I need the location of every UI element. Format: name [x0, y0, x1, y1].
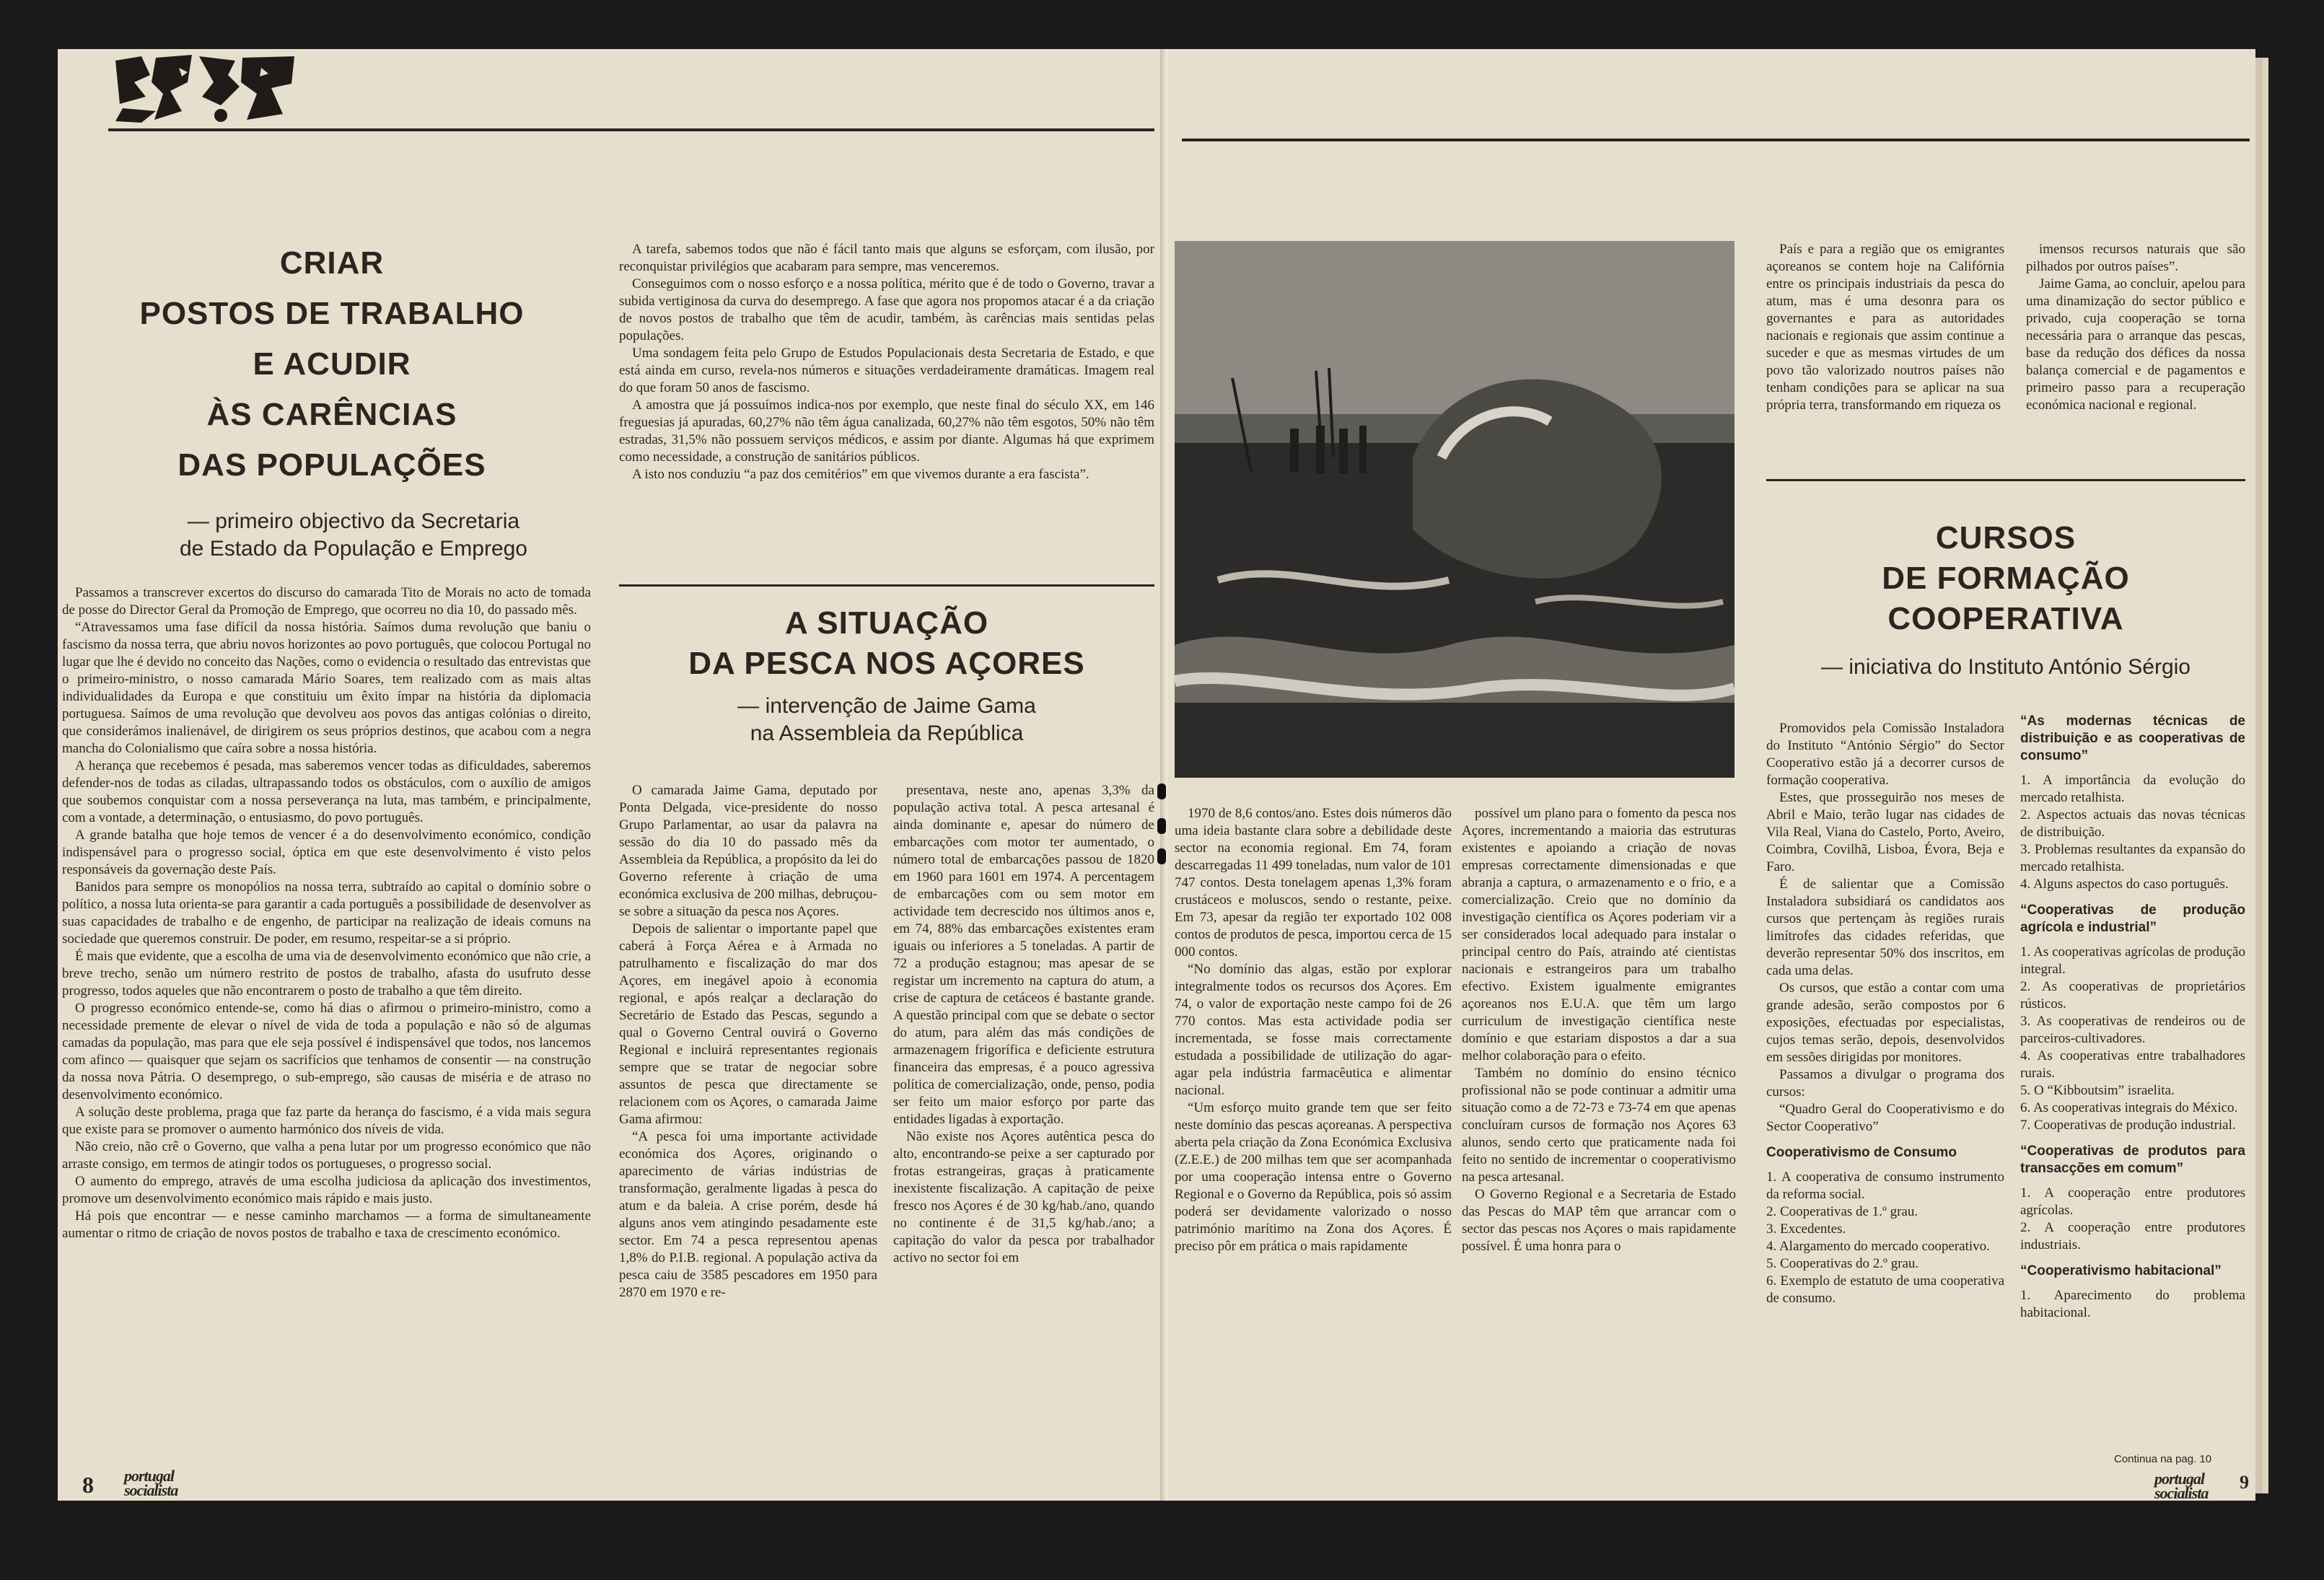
pesca-continuation-column1: 1970 de 8,6 contos/ano. Estes dois números dão uma ideia bastante clara sobre a debilidade deste sector na economia regional. Em 74, foram descarregadas 11 499 toneladas, num valor de 101 747 contos. Desta tonelagem apenas 1,3% foram crustáceos e moluscos, sendo o restante, peixe. Em 73, apesar da região ter exportado 102 008 contos de produtos de pesca, importou cerca de 15 000 contos. “No domínio das algas, estão por explorar integralmente todos os recursos dos Açores. Em 74, o valor de exportação neste campo foi de 26 770 contos. Mas esta actividade podia ser incrementada, se fosse mais correctamente estudada a possibilidade de utilização do agar-agar pela indústria farmacêutica e alimentar nacional. “Um esforço muito grande tem que ser feito neste domínio das pescas açoreanas. A perspectiva aberta pela criação da Zona Económica Exclusiva (Z.E.E.) de 200 milhas tem que ser acompanhada por uma cooperação intensa entre o Governo Regional e o Governo da República, pois só assim poderá ser devidamente valorizado o nosso património marítimo na Zona dos Açores. É preciso pôr em prática o mais rapidamente [1175, 806, 1452, 1254]
cursos-subhead: “Cooperativas de produção agrícola e industrial” [2020, 903, 2245, 935]
cursos-headline: CURSOS DE FORMAÇÃO COOPERATIVA [1882, 520, 2130, 636]
page-number-left: 8 [82, 1472, 94, 1498]
article1-subheadline: — primeiro objectivo da Secretaria de Estado da População e Emprego [179, 509, 527, 561]
cursos-list-consumo: 1. A cooperativa de consumo instrumento da reforma social. 2. Cooperativas de 1.º grau. 3. Excedentes. 4. Alargamento do mercado cooperativo. 5. Cooperativas do 2.º grau. 6. Exemplo de estatuto de uma cooperativa de consumo. [1766, 1169, 2004, 1306]
cursos-column2 [2020, 713, 2245, 1452]
left-page [58, 49, 1169, 1501]
cursos-subhead: “Cooperativismo habitacional” [2020, 1263, 2222, 1278]
pesca-continuation-column2: possível um plano para o fomento da pesca nos Açores, incrementando a maioria das estruturas existentes e apoiando a criação de novas empresas correctamente dimensionadas e que abranja a captura, o armazenamento e o frio, e a comercialização. Creio que no domínio da investigação científica os Açores poderiam vir a ser considerados local adequado para instalar o principal centro do País, atraindo até cientistas nacionais e estrangeiros para um trabalho efectivo. Existem igualmente emigrantes açoreanos nos E.U.A. que têm um largo curriculum de investigação científica neste domínio e que estariam dispostos a dar a sua melhor colaboração para o efeito. Também no domínio do ensino técnico profissional não se pode continuar a admitir uma situação como a de 72-73 e 73-74 em que apenas concluíram cursos de formação nos Açores 63 alunos, sendo certo que praticamente nada foi feito no sentido de incrementar o cooperativismo na pesca artesanal. O Governo Regional e a Secretaria de Estado das Pescas do MAP têm que arrancar com o sector das pescas nos Açores o mais rapidamente possível. É uma honra para o [1462, 806, 1736, 1254]
cursos-subhead-consumo: Cooperativismo de Consumo [1766, 1145, 1957, 1160]
article2-column2: presentava, neste ano, apenas 3,3% da população activa total. A pesca artesanal é ainda dominante e, apesar do número de embarcações com motor ter aumentado, o número total de embarcações passou de 1820 em 1960 para 1601 em 1974. A percentagem de embarcações com ou sem motor em actividade tem decrescido nos últimos anos e, em 74, 88% das embarcações existentes eram iguais ou inferiores a 5 toneladas. A partir de 72 a produção estagnou; mas apesar de se registar um incremento na captura do atum, a crise de captura de cetáceos é bastante grande. A questão principal com que se debate o sector do atum, para além das más condições de armazenagem frigorífica e deficiente estrutura financeira das empresas, é a pouco agressiva política de comercialização, onde, penso, podia ser feito um maior esforço por parte das entidades ligadas à exportação. Não existe nos Açores autêntica pesca do alto, encontrando-se peixe a ser capturado por frotas estrangeiras, graças à praticamente inexistente fiscalização. A capitação de peixe fresco nos Açores é de 30 kg/hab./ano, quando no continente é de 31,5 kg/hab./ano; a capitação do valor da pesca por trabalhador activo no sector foi em [893, 783, 1154, 1265]
page-edge [2255, 58, 2263, 1493]
article1-column2: A tarefa, sabemos todos que não é fácil tanto mais que alguns se esforçam, com ilusão, por reconquistar privilégios que acabaram para sempre, mas venceremos. Conseguimos com o nosso esforço e a nossa política, mérito que é de todo o Governo, travar a subida vertiginosa da curva do desemprego. A fase que agora nos propomos atacar é a da criação de novos postos de trabalho que têm de acudir, também, às carências mais sentidas pelas populações. Uma sondagem feita pelo Grupo de Estudos Populacionais desta Secretaria de Estado, e que está ainda em curso, revela-nos números e situações verdadeiramente dramáticas. Imagem real do que foram 50 anos de fascismo. A amostra que já possuímos indica-nos por exemplo, que neste final do século XX, em 146 freguesias já apuradas, 60,27% não têm água canalizada, 60,27% não têm esgotos, 50% não têm estradas, 31,5% não possuem serviços médicos, e assim por diante. Algumas há que exprimem como necessidade, a construção de sanitários públicos. A isto nos conduziu “a paz dos cemitérios” em que vivemos durante a era fascista”. [619, 242, 1154, 482]
cursos-subhead: “As modernas técnicas de distribuição e as cooperativas de consumo” [2020, 714, 2245, 763]
cursos-subhead: “Cooperativas de produtos para transacções em comum” [2020, 1144, 2245, 1176]
binding-staple [1157, 818, 1166, 834]
continua-note: Continua na pag. 10 [2114, 1453, 2212, 1465]
page-edge [2263, 58, 2268, 1493]
top-rule [108, 128, 1154, 131]
cursos-list: 1. A cooperação entre produtores agrícolas. 2. A cooperação entre produtores industriais. [2020, 1185, 2245, 1252]
cursos-subheadline: — iniciativa do Instituto António Sérgio [1821, 655, 2191, 679]
article2-column1: O camarada Jaime Gama, deputado por Ponta Delgada, vice-presidente do nosso Grupo Parlamentar, ao usar da palavra na sessão do dia 10 do passado mês da Assembleia da República, a propósito da lei do Governo referente à criação de uma económica exclusiva de 200 milhas, debruçou-se sobre a situação da pesca nos Açores. Depois de salientar o importante papel que caberá à Força Aérea e à Armada no patrulhamento e fiscalização do mar dos Açores, em inegável apoio à economia regional, e após realçar a declaração do Secretário de Estado das Pescas, segundo a qual o Governo Central ouvirá o Governo Regional e incluirá representantes regionais sempre que se tratar de negociar sobre assuntos de pesca que directamente se relacionem com os Açores, o camarada Jaime Gama afirmou: “A pesca foi uma importante actividade económica dos Açores, originando o aparecimento de várias indústrias de transformação, geralmente ligadas à pesca do atum e da baleia. A crise porém, desde há alguns anos vem atingindo pesadamente este sector. Em 74 a pesca representou apenas 1,8% do P.I.B. regional. A população activa da pesca caiu de 3585 pescadores em 1950 para 2870 em 1970 e re- [619, 783, 877, 1300]
cursos-list: 1. As cooperativas agrícolas de produção integral. 2. As cooperativas de proprietários rústicos. 3. As cooperativas de rendeiros ou de parceiros-cultivadores. 4. As cooperativas entre trabalhadores rurais. 5. O “Kibboutsim” israelita. 6. As cooperativas integrais do México. 7. Cooperativas de produção industrial. [2020, 944, 2245, 1133]
binding-staple [1157, 848, 1166, 864]
pesca-continuation-column4: imensos recursos naturais que são pilhados por outros países”. Jaime Gama, ao concluir, apelou para uma dinamização do sector público e privado, cuja cooperação se torna necessária para o arranque das pescas, base da redução dos défices da nossa balança comercial e de pagamentos e primeiro passo para a recuperação económica nacional e regional. [2026, 242, 2245, 413]
cursos-list: 1. Aparecimento do problema habitacional. [2020, 1288, 2245, 1320]
header-ornament [113, 53, 300, 126]
cursos-column1: Promovidos pela Comissão Instaladora do Instituto “António Sérgio” do Sector Cooperativo estão já a decorrer cursos de formação cooperativa. Estes, que prosseguirão nos meses de Abril e Maio, terão lugar nas cidades de Vila Real, Viana do Castelo, Porto, Aveiro, Coimbra, Covilhã, Lisboa, Évora, Beja e Faro. É de salientar que a Comissão Instaladora subsidiará os candidatos aos cursos que pertençam às regiões rurais limítrofes das cidades referidas, que deverão representar 50% dos inscritos, em cada uma delas. Os cursos, que estão a contar com uma grande adesão, serão compostos por 6 exposições, efectuadas por especialistas, cujos temas serão, depois, desenvolvidos em sessões dirigidas por monitores. Passamos a divulgar o programa dos cursos: “Quadro Geral do Cooperativismo e do Sector Cooperativo” Cooperativismo de Consumo 1. A cooperativa de consumo instrumento da reforma social. 2. Cooperativas de 1.º grau. 3. Excedentes. 4. Alargamento do mercado cooperativo. 5. Cooperativas do 2.º grau. 6. Exemplo de estatuto de uma cooperativa de consumo. [1766, 721, 2004, 1306]
article1-column1: Passamos a transcrever excertos do discurso do camarada Tito de Morais no acto de tomada de posse do Director Geral da Promoção de Emprego, que ocorreu no dia 10, do passado mês. “Atravessamos uma fase difícil da nossa história. Saímos duma revolução que baniu o fascismo da nossa terra, que abriu novos horizontes ao povo português, que colocou Portugal no lugar que lhe é devido no conceito das Nações, como o evidencia o resultado das entrevistas que o primeiro-ministro, o nosso camarada Mário Soares, tem realizado com as mais altas individualidades da Europa e que constituiu um êxito ímpar na história da diplomacia portuguesa. Saímos de uma revolução que devolveu aos povos das antigas colónias o direito, que considerámos inalienável, de dirigirem os seus próprios destinos, que acabou com a negra mancha do Colonialismo que caíra sobre a nossa história. A herança que recebemos é pesada, mas saberemos vencer todas as dificuldades, saberemos defender-nos de todas as ciladas, ultrapassando todos os obstáculos, com o auxílio de amigos que soubemos conquistar com a nossa perseverança na luta, mas também, e principalmente, com a vontade, a determinação, o entusiasmo, do povo português. A grande batalha que hoje temos de vencer é a do desenvolvimento económico, condição indispensável para o progresso social, óptica em que este desenvolvimento é visto pelos responsáveis da governação deste País. Banidos para sempre os monopólios na nossa terra, subtraído ao capital o domínio sobre o político, a nossa luta orienta-se para garantir a cada português a possibilidade de desenvolver as suas capacidades de trabalho e de engenho, de participar na realização de ideais comuns na sociedade que queremos construir. De poder, em resumo, respeitar-se a si próprio. É mais que evidente, que a escolha de uma via de desenvolvimento económico que não crie, a breve trecho, senão um número restrito de postos de trabalho, afasta do usufruto desse progresso, todos aqueles que não encontrarem o posto de trabalho a que têm direito. O progresso económico entende-se, como há dias o afirmou o primeiro-ministro, como a necessidade premente de elevar o nível de vida de toda a população e não só de algumas camadas da população, mas para que ele seja possível é indispensável que todos, nos lancemos com afinco — quaisquer que sejam os sacrifícios que tenhamos de consentir — na construção da nossa nova Pátria. O desemprego, o sub-emprego, são causas de miséria e de atraso no desenvolvimento económico. A solução deste problema, praga que faz parte da herança do fascismo, é a vida mais segura que existe para se promover o aumento harmónico dos níveis de vida. Não creio, não crê o Governo, que valha a pena lutar por um progresso económico que não arraste consigo, em termos de atingir todos os portugueses, o progresso social. O aumento do emprego, através de uma escolha judiciosa da aplicação dos investimentos, promove um desenvolvimento económico mais rápido e mais justo. Há pois que encontrar — e nesse caminho marchamos — a forma de simultaneamente aumentar o ritmo de criação de novos postos de trabalho e taxa de crescimento económico. [62, 585, 591, 1241]
article2-subheadline: — intervenção de Jaime Gama na Assembleia da República [737, 694, 1036, 745]
masthead-left: portugal socialista [124, 1467, 178, 1499]
cursos-top-rule [1766, 479, 2245, 481]
article1-headline: CRIAR POSTOS DE TRABALHO E ACUDIR ÀS CARÊNCIAS DAS POPULAÇÕES [139, 245, 525, 483]
page-number-right: 9 [2240, 1472, 2249, 1493]
top-rule [1182, 139, 2250, 141]
cursos-list: 1. A importância da evolução do mercado retalhista. 2. Aspectos actuais das novas técnicas de distribuição. 3. Problemas resultantes da expansão do mercado retalhista. 4. Alguns aspectos do caso português. [2020, 773, 2245, 892]
article2-top-rule [619, 584, 1154, 587]
binding-staple [1157, 784, 1166, 799]
article2-headline: A SITUAÇÃO DA PESCA NOS AÇORES [688, 605, 1085, 681]
pesca-continuation-column3: País e para a região que os emigrantes açoreanos se contem hoje na Califórnia entre os principais industriais da pesca do atum, mas é uma desonra para os governantes e para as autoridades nacionais e regionais que assim continue a suceder e que as mesmas virtudes de um povo tão valorizado noutros países não tenham condições para se aplicar na sua própria terra, transformando em riqueza os [1766, 242, 2004, 413]
masthead-right: portugal socialista [2154, 1470, 2209, 1502]
beached-whale-photo [1175, 241, 1735, 778]
